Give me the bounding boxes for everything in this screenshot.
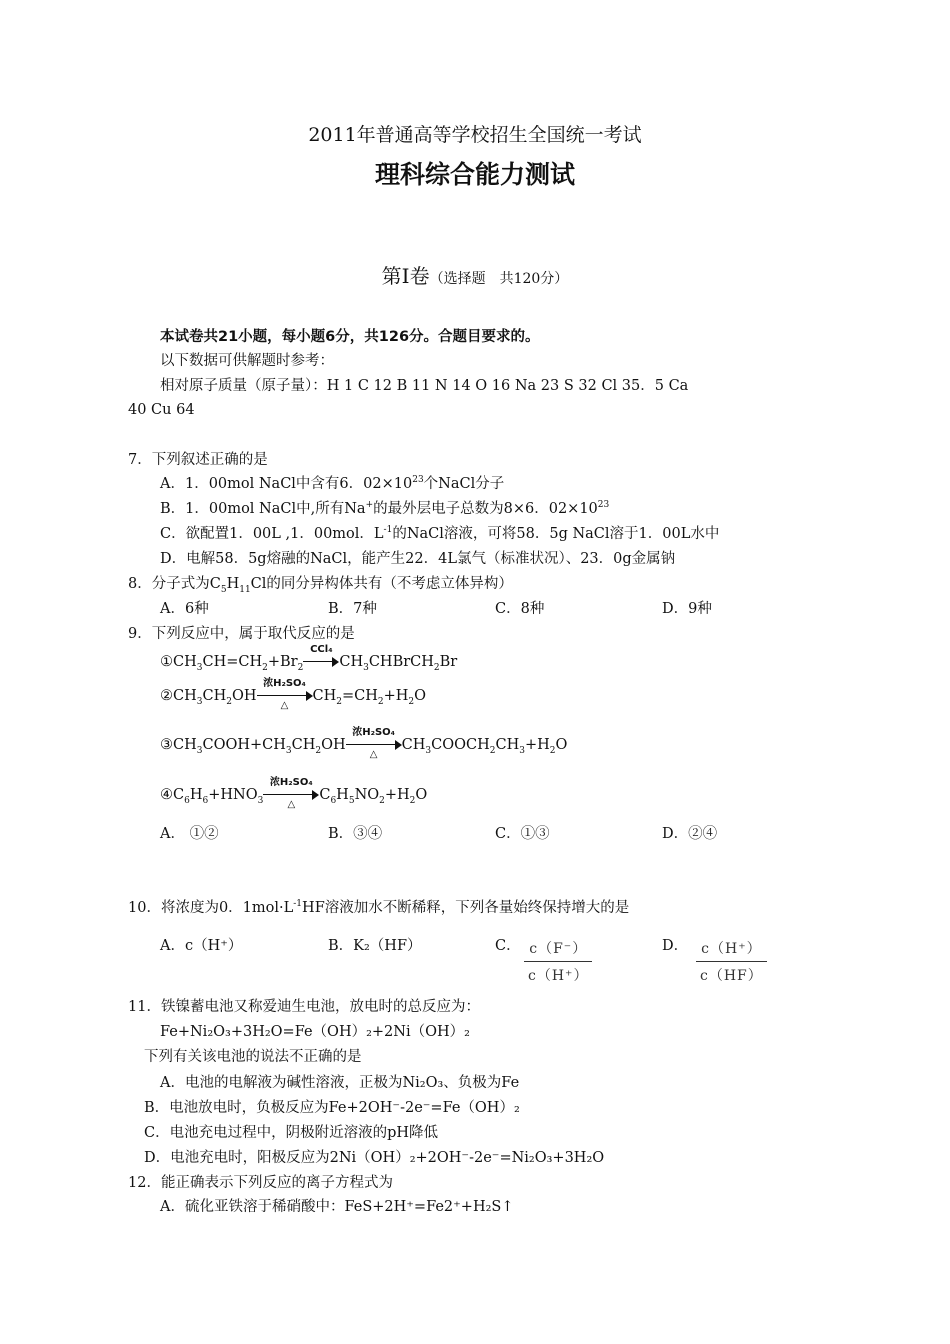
intro-line-1: 本试卷共21小题，每小题6分，共126分。合题目要求的。 (160, 329, 540, 345)
q10-fraction-c: c（F⁻） c（H⁺） (524, 938, 592, 985)
q7-option-a: A．1．00mol NaCl中含有6．$02\times 10^{23}$个NaCl分子 (160, 475, 505, 492)
q7-stem: 7．下列叙述正确的是 (128, 452, 268, 468)
q9-option-c: C．①③ (495, 826, 550, 842)
reaction-arrow: 浓H₂SO₄ △ (257, 687, 313, 705)
q9-reaction-4: $④C_6H_6+HNO_3$ 浓H₂SO₄ △ $C_6H_5NO_2+H_2O$ (160, 777, 428, 810)
q10-option-b: B．K₂（HF） (328, 938, 422, 954)
q8-option-d: D．9种 (662, 601, 712, 617)
q11-option-b: B．电池放电时，负极反应为Fe+2OH⁻-2e⁻=Fe（OH）₂ (144, 1100, 520, 1116)
q11-sub-stem: 下列有关该电池的说法不正确的是 (144, 1049, 362, 1065)
q8-option-a: A．6种 (160, 601, 209, 617)
exam-subject-title: 理科综合能力测试 (374, 160, 575, 189)
q8-option-b: B．7种 (328, 601, 377, 617)
q9-reaction-3: $③CH_3COOH+CH_3CH_2OH$ 浓H₂SO₄ △ $CH_3COOCH_2CH_3+H_2O$ (160, 727, 568, 760)
exam-year-title: 2011年普通高等学校招生全国统一考试 (308, 124, 642, 146)
q10-option-c: C． (495, 938, 521, 954)
q9-reaction-2: $②CH_3CH_2OH$ 浓H₂SO₄ △ $CH_2=CH_2+H_2O$ (160, 678, 427, 711)
intro-line-2: 以下数据可供解题时参考： (160, 353, 334, 369)
reaction-arrow: 浓H₂SO₄ △ (263, 786, 319, 804)
reaction-arrow: 浓H₂SO₄ △ (346, 736, 402, 754)
q9-option-d: D．②④ (662, 826, 718, 842)
q11-reaction: Fe+Ni₂O₃+3H₂O=Fe（OH）₂+2Ni（OH）₂ (160, 1024, 470, 1040)
q9-option-a: A． ①② (160, 826, 219, 842)
q7-option-b: B．1．00mol NaCl中,所有Na+的最外层电子总数为8×6．$02\times 10^{23}$ (160, 500, 610, 517)
q8-stem: 8．分子式为$C_5H_{11}Cl$的同分异构体共有（不考虑立体异构） (128, 576, 513, 595)
q11-stem: 11．铁镍蓄电池又称爱迪生电池，放电时的总反应为： (128, 999, 480, 1015)
section-title (0, 264, 950, 291)
q12-option-a: A．硫化亚铁溶于稀硝酸中：FeS+2H⁺=Fe2⁺+H₂S↑ (160, 1199, 514, 1215)
q10-option-d: D． (662, 938, 689, 954)
atomic-mass-line: 相对原子质量（原子量）：H 1 C 12 B 11 N 14 O 16 Na 23 S 32 Cl 35．5 Ca (160, 378, 689, 394)
q11-option-c: C．电池充电过程中，阴极附近溶液的pH降低 (144, 1125, 439, 1141)
q9-stem: 9．下列反应中，属于取代反应的是 (128, 626, 355, 642)
q8-option-c: C．8种 (495, 601, 545, 617)
section-subtitle: （选择题 共120分） (429, 271, 569, 287)
q11-option-d: D．电池充电时，阳极反应为2Ni（OH）₂+2OH⁻-2e⁻=Ni₂O₃+3H₂O (144, 1150, 605, 1166)
q10-option-a: A．c（H⁺） (160, 938, 243, 954)
q10-stem: 10．将浓度为0．$1mol\cdot L^{-1}HF$溶液加水不断稀释，下列各量始终保持增大的是 (128, 899, 630, 916)
q10-fraction-d: c（H⁺） c（HF） (696, 938, 767, 985)
q7-option-c: C．欲配置1．00L ,1．00mol．$L^{-1}$的NaCl溶液，可将58．5g NaCl溶于1．00L水中 (160, 525, 720, 542)
q12-stem: 12．能正确表示下列反应的离子方程式为 (128, 1175, 393, 1191)
q9-option-b: B．③④ (328, 826, 383, 842)
q7-option-d: D．电解58．5g熔融的NaCl，能产生22．4L氯气（标准状况）、23．0g金属钠 (160, 551, 676, 567)
atomic-mass-line-cont: 40 Cu 64 (128, 402, 195, 418)
section-title-main: 第Ⅰ卷 (381, 264, 430, 288)
reaction-arrow: CCl₄ (303, 653, 339, 671)
q11-option-a: A．电池的电解液为碱性溶液，正极为Ni₂O₃、负极为Fe (160, 1075, 520, 1091)
q9-reaction-1: $①CH_3CH=CH_2+Br_2$ CCl₄ $CH_3CHBrCH_2Br$ (160, 644, 458, 673)
